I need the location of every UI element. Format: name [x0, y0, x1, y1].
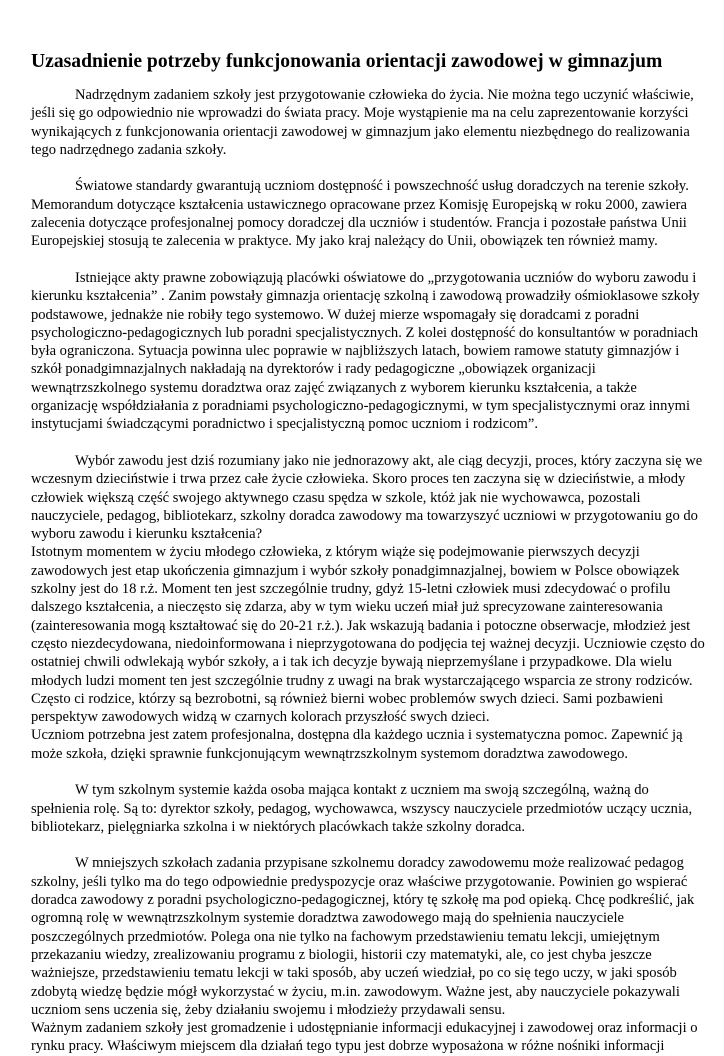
- document-page: [31, 50, 705, 1056]
- paragraph-legal-acts: Istniejące akty prawne zobowiązują placówki oświatowe do „przygotowania uczniów do wyboru zawodu i kierunku kształcenia” . Zanim powstały gimnazja orientację szkolną i zawodową prowadziły ośmioklasowe szkoły podstawowe, jednakże nie robiły tego systemowo. W dużej mierze wspomagały się doradcami z poradni psychologiczno-pedagogicznych lub poradni specjalistycznych. Z kolei dostępność do konsultantów w poradniach była ograniczona. Sytuacja powinna ulec poprawie w najbliższych latach, bowiem ramowe statuty gimnazjów i szkół ponadgimnazjalnych nakładają na dyrektorów i rady pedagogiczne „obowiązek organizacji wewnątrzszkolnego systemu doradztwa oraz zajęć związanych z wyborem kierunku kształcenia, a także organizację współdziałania z poradniami psychologiczno-pedagogicznymi, w tym specjalistycznymi oraz innymi instytucjami świadczącymi poradnictwo i specjalistyczną pomoc uczniom i rodzicom”.: [31, 269, 700, 433]
- paragraph-professional-help: Uczniom potrzebna jest zatem profesjonalna, dostępna dla każdego ucznia i systematyczna pomoc. Zapewnić ją może szkoła, dzięki sprawnie funkcjonującym wewnątrzszkolnym systemom doradztwa zawodowego.: [31, 727, 683, 762]
- paragraph-world-standards: Światowe standardy gwarantują uczniom dostępność i powszechność usług doradczych na terenie szkoły. Memorandum dotyczące kształcenia ustawicznego opracowane przez Komisję Europejską w roku 2000, zawiera zalecenia dotyczące profesjonalnej pomocy doradczej dla uczniów i studentów. Francja i pozostałe państwa Unii Europejskiej stosują te zalecenia w praktyce. My jako kraj należący do Unii, obowiązek ten również mamy.: [31, 178, 689, 250]
- paragraph-school-system: W tym szkolnym systemie każda osoba mająca kontakt z uczniem ma swoją szczególną, ważną do spełnienia rolę. Są to: dyrektor szkoły, pedagog, wychowawca, wszyscy nauczyciele przedmiotów uczący ucznia, bibliotekarz, pielęgniarka szkolna i w niektórych placówkach także szkolny doradca.: [31, 782, 693, 835]
- paragraph-spacer: [31, 251, 705, 269]
- document-title: Uzasadnienie potrzeby funkcjonowania orientacji zawodowej w gimnazjum: [31, 51, 663, 72]
- paragraph-information-task: Ważnym zadaniem szkoły jest gromadzenie i udostępnianie informacji edukacyjnej i zawodowej oraz informacji o rynku pracy. Właściwym miejscem dla działań tego typu jest dobrze wyposażona w różne nośniki informacji: [31, 1020, 698, 1055]
- paragraph-spacer: [31, 434, 705, 452]
- paragraph-key-moment: Istotnym momentem w życiu młodego człowieka, z którym wiąże się podejmowanie pierwszych decyzji zawodowych jest etap ukończenia gimnazjum i wybór szkoły ponadgimnazjalnej, bowiem w Polsce obowiązek szkolny jest do 18 r.ż. Moment ten jest szczególnie trudny, gdyż 15-letni człowiek musi zdecydować o profilu dalszego kształcenia, a nieczęsto się zdarza, aby w tym wieku uczeń miał już sprecyzowane zainteresowania (zainteresowania mogą kształtować się do 20-21 r.ż.). Jak wskazują badania i potoczne obserwacje, młodzież jest często niezdecydowana, niedoinformowana i nieprzygotowana do podjęcia tej ważnej decyzji. Uczniowie często do ostatniej chwili odwlekają wybór szkoły, a i tak ich decyzje bywają nieprzemyślane i przypadkowe. Dla wielu młodych ludzi moment ten jest szczególnie trudny z uwagi na brak wystarczającego wsparcia ze strony rodziców. Często ci rodzice, którzy są bezrobotni, są również bierni wobec problemów swych dzieci. Sami pozbawieni perspektyw zawodowych widzą w czarnych kolorach przyszłość swych dzieci.: [31, 544, 705, 726]
- paragraph-spacer: [31, 159, 705, 177]
- paragraph-spacer: [31, 836, 705, 854]
- paragraph-smaller-schools: W mniejszych szkołach zadania przypisane szkolnemu doradcy zawodowemu może realizować pedagog szkolny, jeśli tylko ma do tego odpowiednie predyspozycje oraz właściwe przygotowanie. Powinien go wspierać doradca zawodowy z poradni psychologiczno-pedagogicznej, który tę szkołę ma pod opieką. Chcę podkreślić, jak ogromną rolę w wewnątrzszkolnym systemie doradztwa zawodowego mają do spełnienia nauczyciele poszczególnych przedmiotów. Polega ona nie tylko na fachowym przedstawieniu tematu lekcji, umiejętnym przekazaniu wiedzy, zrealizowaniu programu z biologii, historii czy matematyki, ale, co jest chyba jeszcze ważniejsze, przedstawieniu tematu lekcji w taki sposób, aby uczeń wiedział, po co się tego uczy, w jaki sposób zdobytą wiedzę będzie mógł wykorzystać w życiu, m.in. zawodowym. Ważne jest, aby nauczyciele pokazywali uczniom sens uczenia się, żeby działaniu swojemu i młodzieży przydawali sensu.: [31, 855, 695, 1018]
- paragraph-spacer: [31, 763, 705, 781]
- paragraph-career-choice: Wybór zawodu jest dziś rozumiany jako nie jednorazowy akt, ale ciąg decyzji, proces, który zaczyna się we wczesnym dzieciństwie i trwa przez całe życie człowieka. Skoro proces ten zaczyna się w dzieciństwie, a młody człowiek większą część swojego aktywnego czasu spędza w szkole, któż jak nie wychowawca, pozostali nauczyciele, pedagog, bibliotekarz, szkolny doradca zawodowy ma towarzyszyć uczniowi w przygotowaniu go do wyboru zawodu i kierunku kształcenia?: [31, 452, 703, 543]
- paragraph-intro: Nadrzędnym zadaniem szkoły jest przygotowanie człowieka do życia. Nie można tego uczynić właściwie, jeśli się go odpowiednio nie wprowadzi do świata pracy. Moje wystąpienie ma na celu zaprezentowanie korzyści wynikających z funkcjonowania orientacji zawodowej w gimnazjum jako elementu niezbędnego do realizowania tego nadrzędnego zadania szkoły.: [31, 87, 694, 158]
